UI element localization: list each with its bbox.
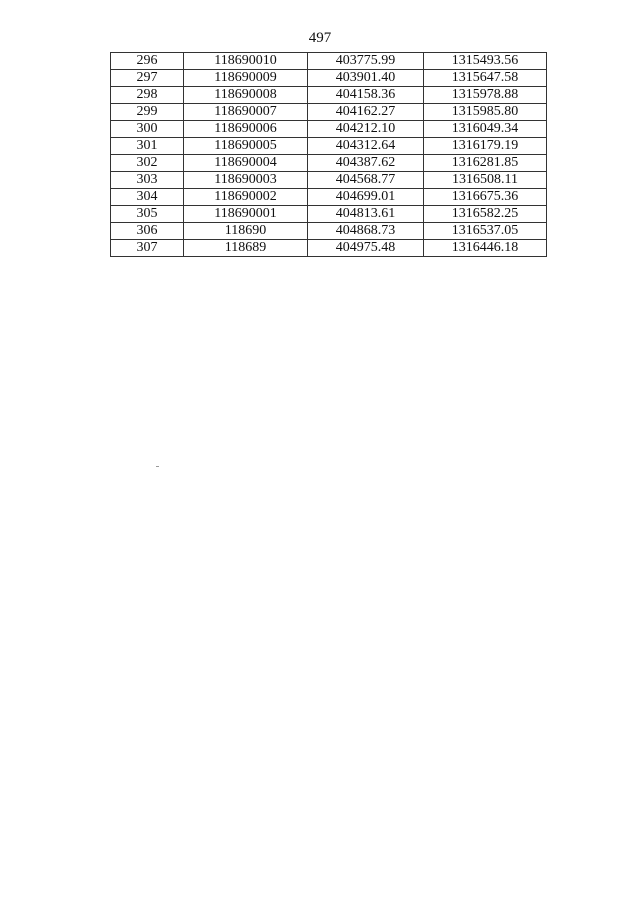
- x-coordinate-cell: 404387.62: [308, 155, 424, 172]
- x-coordinate-cell: 404158.36: [308, 87, 424, 104]
- point-number-cell: 303: [111, 172, 184, 189]
- x-coordinate-cell: 404568.77: [308, 172, 424, 189]
- point-id-cell: 118690007: [184, 104, 308, 121]
- y-coordinate-cell: 1316508.11: [424, 172, 547, 189]
- x-coordinate-cell: 404975.48: [308, 240, 424, 257]
- table-row: [111, 172, 547, 189]
- point-id-cell: 118690002: [184, 189, 308, 206]
- y-coordinate-cell: 1316446.18: [424, 240, 547, 257]
- point-number-cell: 300: [111, 121, 184, 138]
- table-row: [111, 138, 547, 155]
- point-number-cell: 298: [111, 87, 184, 104]
- page-number: 497: [308, 30, 332, 46]
- y-coordinate-cell: 1316537.05: [424, 223, 547, 240]
- x-coordinate-cell: 404162.27: [308, 104, 424, 121]
- table-row: [111, 240, 547, 257]
- table-row: [111, 121, 547, 138]
- x-coordinate-cell: 404312.64: [308, 138, 424, 155]
- table-row: [111, 87, 547, 104]
- table-row: [111, 189, 547, 206]
- y-coordinate-cell: 1316179.19: [424, 138, 547, 155]
- point-id-cell: 118690: [184, 223, 308, 240]
- point-id-cell: 118690003: [184, 172, 308, 189]
- x-coordinate-cell: 403901.40: [308, 70, 424, 87]
- point-id-cell: 118690008: [184, 87, 308, 104]
- point-number-cell: 305: [111, 206, 184, 223]
- table-row: [111, 155, 547, 172]
- point-number-cell: 299: [111, 104, 184, 121]
- x-coordinate-cell: 403775.99: [308, 53, 424, 70]
- y-coordinate-cell: 1315493.56: [424, 53, 547, 70]
- point-number-cell: 301: [111, 138, 184, 155]
- point-number-cell: 297: [111, 70, 184, 87]
- y-coordinate-cell: 1316049.34: [424, 121, 547, 138]
- y-coordinate-cell: 1315647.58: [424, 70, 547, 87]
- point-id-cell: 118689: [184, 240, 308, 257]
- point-number-cell: 307: [111, 240, 184, 257]
- scan-speck: [156, 466, 159, 467]
- y-coordinate-cell: 1315978.88: [424, 87, 547, 104]
- x-coordinate-cell: 404813.61: [308, 206, 424, 223]
- table-row: [111, 53, 547, 70]
- coordinates-table: [110, 52, 547, 257]
- x-coordinate-cell: 404699.01: [308, 189, 424, 206]
- y-coordinate-cell: 1316582.25: [424, 206, 547, 223]
- point-number-cell: 304: [111, 189, 184, 206]
- point-number-cell: 302: [111, 155, 184, 172]
- point-id-cell: 118690004: [184, 155, 308, 172]
- y-coordinate-cell: 1315985.80: [424, 104, 547, 121]
- point-number-cell: 296: [111, 53, 184, 70]
- point-id-cell: 118690005: [184, 138, 308, 155]
- table-row: [111, 104, 547, 121]
- table-row: [111, 70, 547, 87]
- table-row: [111, 206, 547, 223]
- x-coordinate-cell: 404868.73: [308, 223, 424, 240]
- point-id-cell: 118690006: [184, 121, 308, 138]
- point-id-cell: 118690009: [184, 70, 308, 87]
- x-coordinate-cell: 404212.10: [308, 121, 424, 138]
- table-row: [111, 223, 547, 240]
- point-number-cell: 306: [111, 223, 184, 240]
- y-coordinate-cell: 1316281.85: [424, 155, 547, 172]
- point-id-cell: 118690010: [184, 53, 308, 70]
- point-id-cell: 118690001: [184, 206, 308, 223]
- y-coordinate-cell: 1316675.36: [424, 189, 547, 206]
